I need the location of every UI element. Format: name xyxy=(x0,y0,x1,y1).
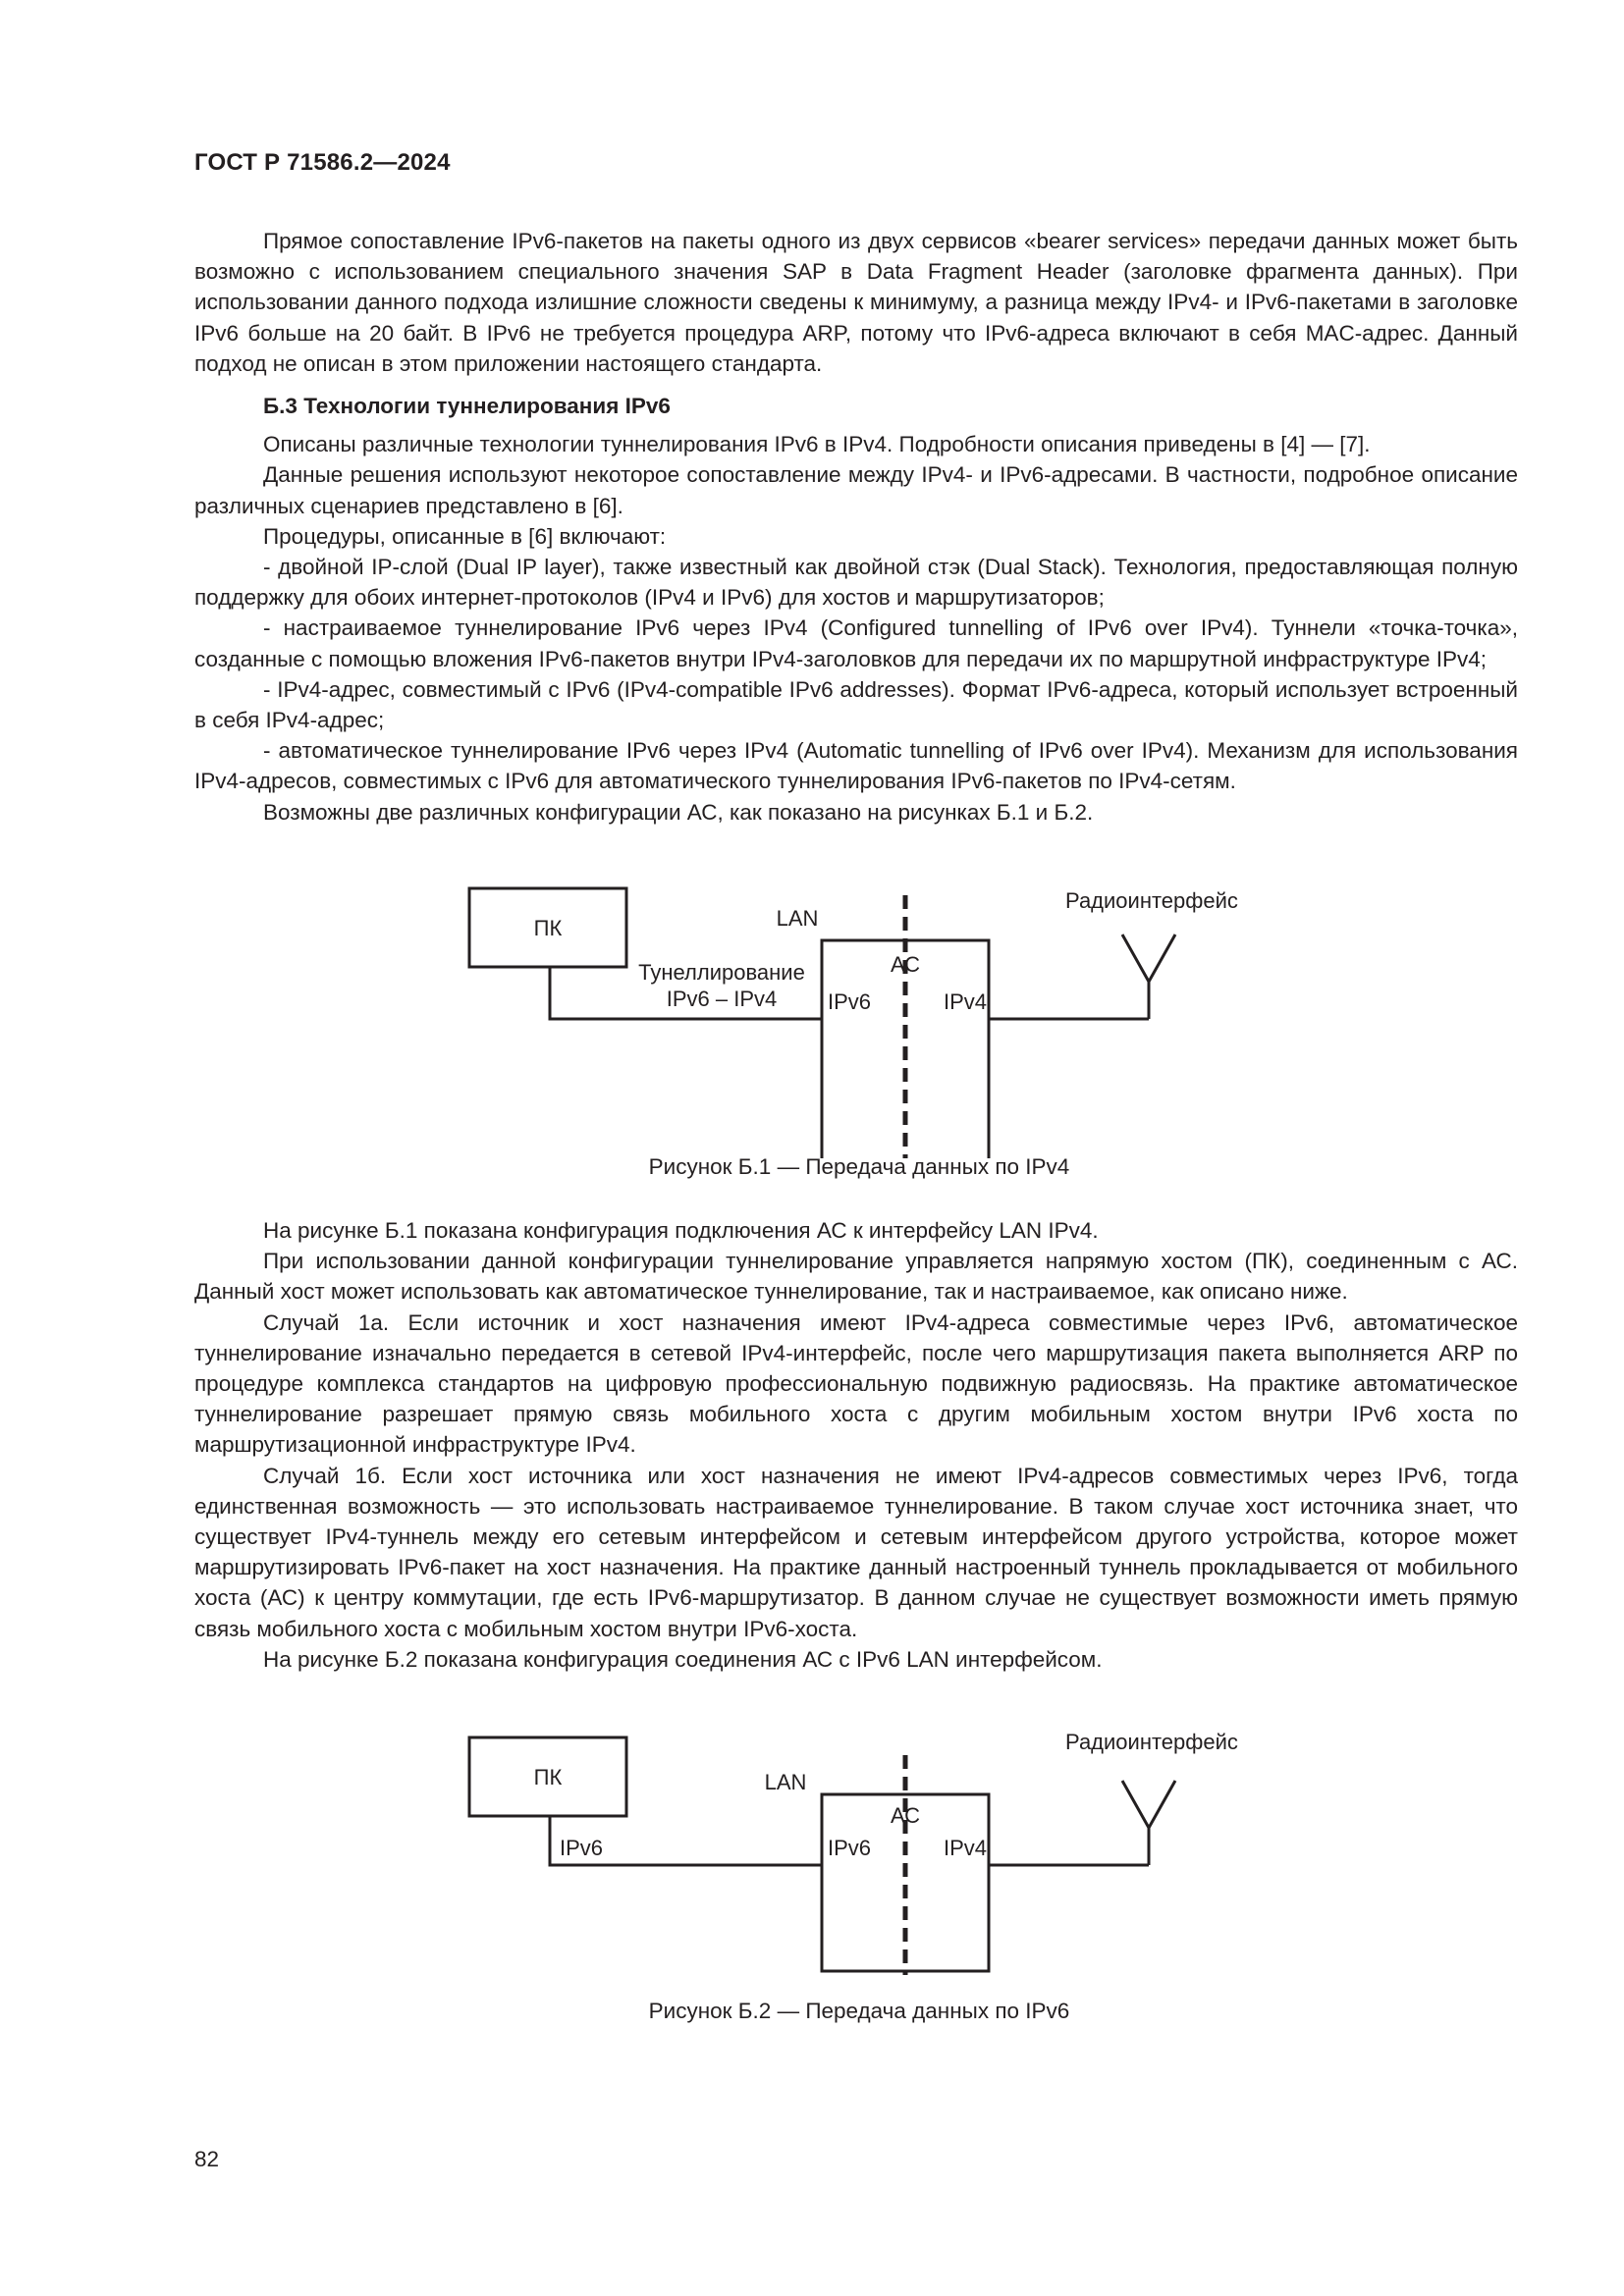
ipv6-interface-label: IPv6 xyxy=(828,1836,872,1860)
paragraph: Случай 1б. Если хост источника или хост назначения не имеют IPv4-адресов совместимых через IPv6, тогда единственная возможность — это использовать настраиваемое туннелирование. В таком случае хост источника знает, что существует IPv4-туннель между его сетевым интерфейсом и сетевым интерфейсом другого устройства, которое может маршрутизировать IPv6-пакет на хост назначения. На практике данный настроенный туннель прокладывается от мобильного хоста (АС) к центру коммутации, где есть IPv6-маршрутизатор. В данном случае не существует возможности иметь прямую связь мобильного хоста с мобильным хостом внутри IPv6-хоста. xyxy=(194,1463,1518,1641)
pc-label: ПК xyxy=(533,916,563,940)
paragraph: Случай 1а. Если источник и хост назначения имеют IPv4-адреса совместимые через IPv6, автоматическое туннелирование изначально передается в сетевой IPv4-интерфейс, после чего маршрутизация пакета выполняется ARP по процедуре комплекса стандартов на цифровую профессиональную подвижную радиосвязь. На практике автоматическое туннелирование разрешает прямую связь мобильного хоста с другим мобильным хостом внутри IPv6 хоста по маршрутизационной инфраструктуре IPv4. xyxy=(194,1309,1518,1458)
tunnel-label-line1: Тунеллирование xyxy=(638,960,805,985)
paragraph: Прямое сопоставление IPv6-пакетов на пакеты одного из двух сервисов «bearer services» передачи данных может быть возможно с использованием специального значения SAP в Data Fragment Header (заголовке фрагмента данных). При использовании данного подхода излишние сложности сведены к минимуму, а разница между IPv4- и IPv6-пакетами в заголовке IPv6 больше на 20 байт. В IPv6 не требуется процедура ARP, потому что IPv6-адреса включают в себя MAC-адрес. Данный подход не описан в этом приложении настоящего стандарта. xyxy=(194,229,1518,376)
pc-ipv6-label: IPv6 xyxy=(560,1836,604,1860)
list-item: - двойной IP-слой (Dual IP layer), также известный как двойной стэк (Dual Stack). Технология, предоставляющая полную поддержку для обоих интернет-протоколов (IPv4 и IPv6) для хостов и маршрутизаторов; xyxy=(194,555,1518,611)
ac-label: АС xyxy=(890,952,921,977)
discussion-text xyxy=(194,1215,1518,1675)
figure-b2-diagram xyxy=(0,1708,1624,2002)
page-number: 82 xyxy=(194,2147,220,2171)
antenna-icon xyxy=(1122,1781,1175,1865)
section-b3 xyxy=(194,391,1518,828)
paragraph: Описаны различные технологии туннелирования IPv6 в IPv4. Подробности описания приведены в [4] — [7]. xyxy=(263,432,1371,457)
radio-interface-label: Радиоинтерфейс xyxy=(1065,888,1238,913)
paragraph: Данные решения используют некоторое сопоставление между IPv4- и IPv6-адресами. В частности, подробное описание различных сценариев представлено в [6]. xyxy=(194,462,1518,518)
pc-label: ПК xyxy=(533,1765,563,1789)
ac-label: АС xyxy=(890,1803,921,1828)
lan-label: LAN xyxy=(776,906,819,931)
list-item: - IPv4-адрес, совместимый с IPv6 (IPv4-compatible IPv6 addresses). Формат IPv6-адреса, который использует встроенный в себя IPv4-адрес; xyxy=(194,676,1518,733)
paragraph: При использовании данной конфигурации туннелирование управляется напрямую хостом (ПК), соединенным с АС. Данный хост может использовать как автоматическое туннелирование, так и настраиваемое, как описано ниже. xyxy=(194,1249,1518,1305)
paragraph: На рисунке Б.2 показана конфигурация соединения АС с IPv6 LAN интерфейсом. xyxy=(263,1646,1103,1672)
document-standard-header: ГОСТ Р 71586.2—2024 xyxy=(194,149,451,176)
ipv4-interface-label: IPv4 xyxy=(943,989,987,1014)
section-heading: Б.3 Технологии туннелирования IPv6 xyxy=(263,394,671,418)
antenna-icon xyxy=(1122,934,1175,1019)
figure-b2-caption: Рисунок Б.2 — Передача данных по IPv6 xyxy=(648,1999,1070,2023)
paragraph: Возможны две различных конфигурации АС, как показано на рисунках Б.1 и Б.2. xyxy=(263,799,1094,825)
paragraph: Процедуры, описанные в [6] включают: xyxy=(263,523,667,549)
radio-interface-label: Радиоинтерфейс xyxy=(1065,1730,1238,1754)
lan-label: LAN xyxy=(764,1770,807,1794)
tunnel-label-line2: IPv6 – IPv4 xyxy=(666,987,778,1011)
list-item: - автоматическое туннелирование IPv6 через IPv4 (Automatic tunnelling of IPv6 over IPv4). Механизм для использования IPv4-адресов, совместимых с IPv6 для автоматического туннелирования IPv6-пакетов по IPv4-сетям. xyxy=(194,738,1518,794)
figure-b1-caption: Рисунок Б.1 — Передача данных по IPv4 xyxy=(648,1154,1070,1179)
ipv6-interface-label: IPv6 xyxy=(828,989,872,1014)
intro-text xyxy=(194,226,1518,379)
ipv4-interface-label: IPv4 xyxy=(943,1836,987,1860)
figure-b1-diagram xyxy=(0,864,1624,1158)
list-item: - настраиваемое туннелирование IPv6 через IPv4 (Configured tunnelling of IPv6 over IPv4). Туннели «точка-точка», созданные с помощью вложения IPv6-пакетов внутри IPv4-заголовков для передачи их по маршрутной инфраструктуре IPv4; xyxy=(194,615,1518,671)
paragraph: На рисунке Б.1 показана конфигурация подключения АС к интерфейсу LAN IPv4. xyxy=(263,1218,1099,1243)
